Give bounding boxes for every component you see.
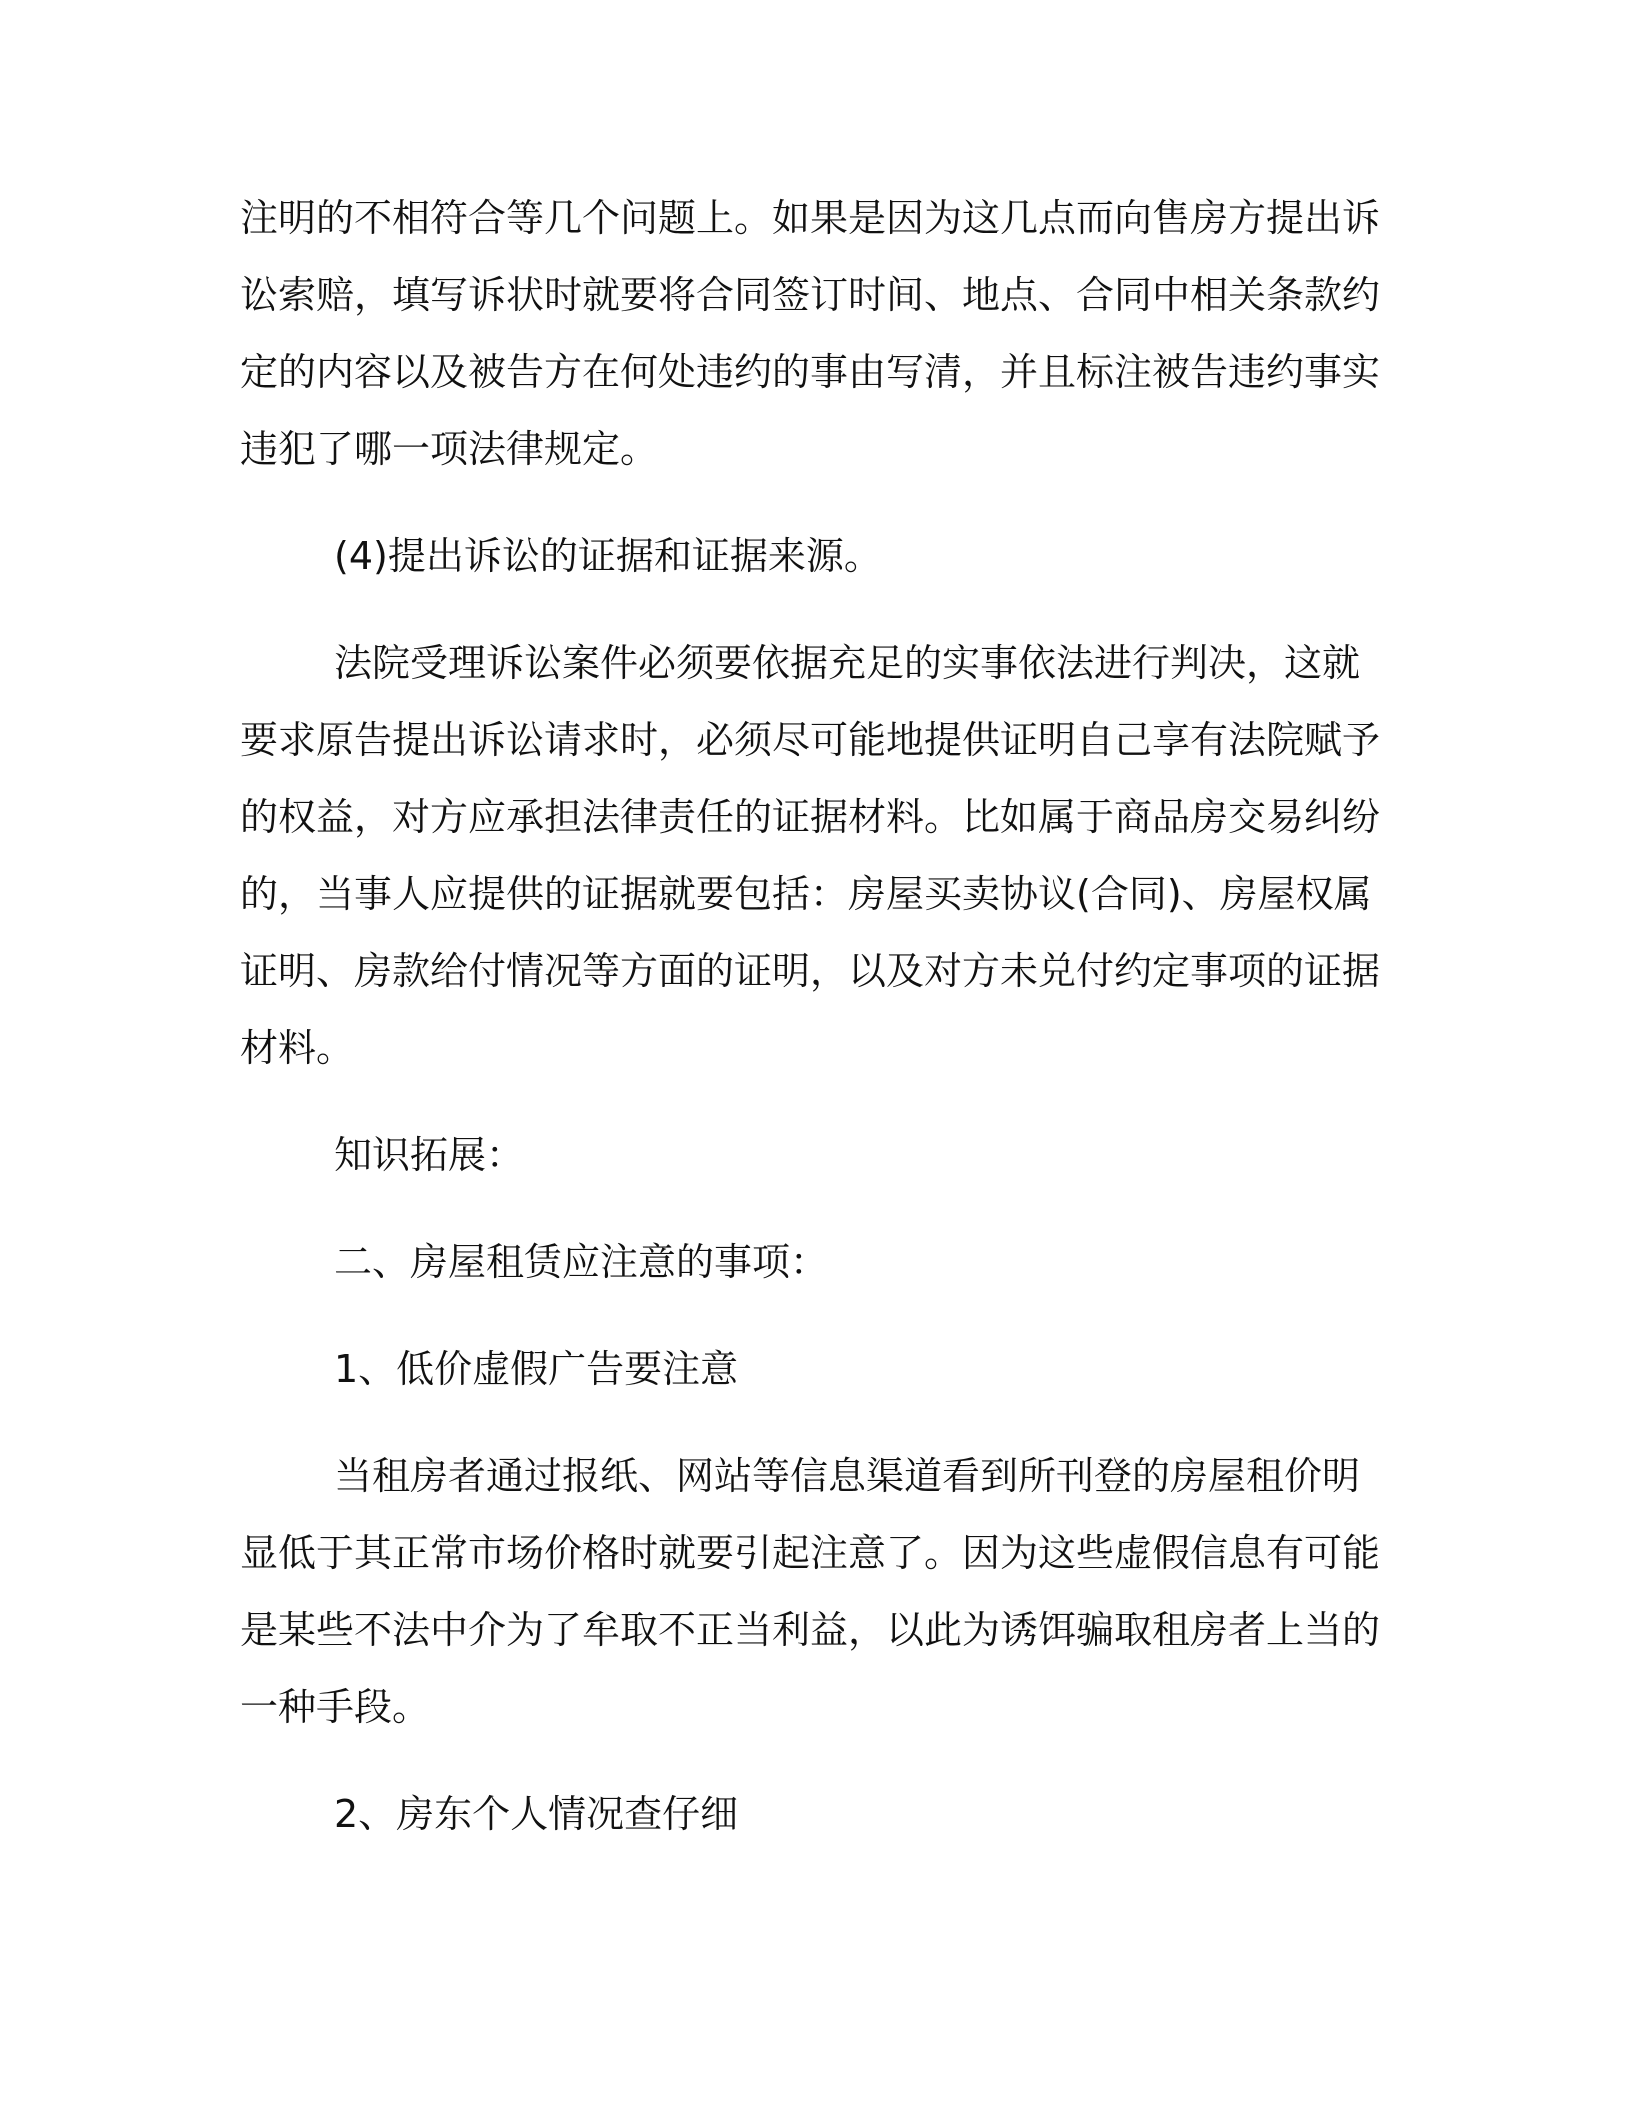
paragraph-lawsuit-claims: 注明的不相符合等几个问题上。如果是因为这几点而向售房方提出诉讼索赔，填写诉状时就要将合同签订时间、地点、合同中相关条款约定的内容以及被告方在何处违约的事由写清，并且标注被告违约事实违犯了哪一项法律规定。 bbox=[240, 196, 1381, 471]
subheading-landlord-check: 2、房东个人情况查仔细 bbox=[334, 1792, 739, 1836]
section-heading-rental-notes: 二、房屋租赁应注意的事项： bbox=[334, 1240, 829, 1284]
document-body bbox=[240, 180, 1380, 1883]
subheading-low-price-ads: 1、低价虚假广告要注意 bbox=[334, 1347, 739, 1391]
paragraph-knowledge-extension: 知识拓展： bbox=[334, 1133, 525, 1177]
paragraph-evidence-heading: (4)提出诉讼的证据和证据来源。 bbox=[334, 534, 882, 578]
paragraph-evidence-details: 法院受理诉讼案件必须要依据充足的实事依法进行判决，这就要求原告提出诉讼请求时，必须尽可能地提供证明自己享有法院赋予的权益，对方应承担法律责任的证据材料。比如属于商品房交易纠纷的，当事人应提供的证据就要包括：房屋买卖协议(合同)、房屋权属证明、房款给付情况等方面的证明，以及对方未兑付约定事项的证据材料。 bbox=[240, 641, 1381, 1070]
paragraph-low-price-ads: 当租房者通过报纸、网站等信息渠道看到所刊登的房屋租价明显低于其正常市场价格时就要引起注意了。因为这些虚假信息有可能是某些不法中介为了牟取不正当利益，以此为诱饵骗取租房者上当的一种手段。 bbox=[240, 1454, 1381, 1729]
